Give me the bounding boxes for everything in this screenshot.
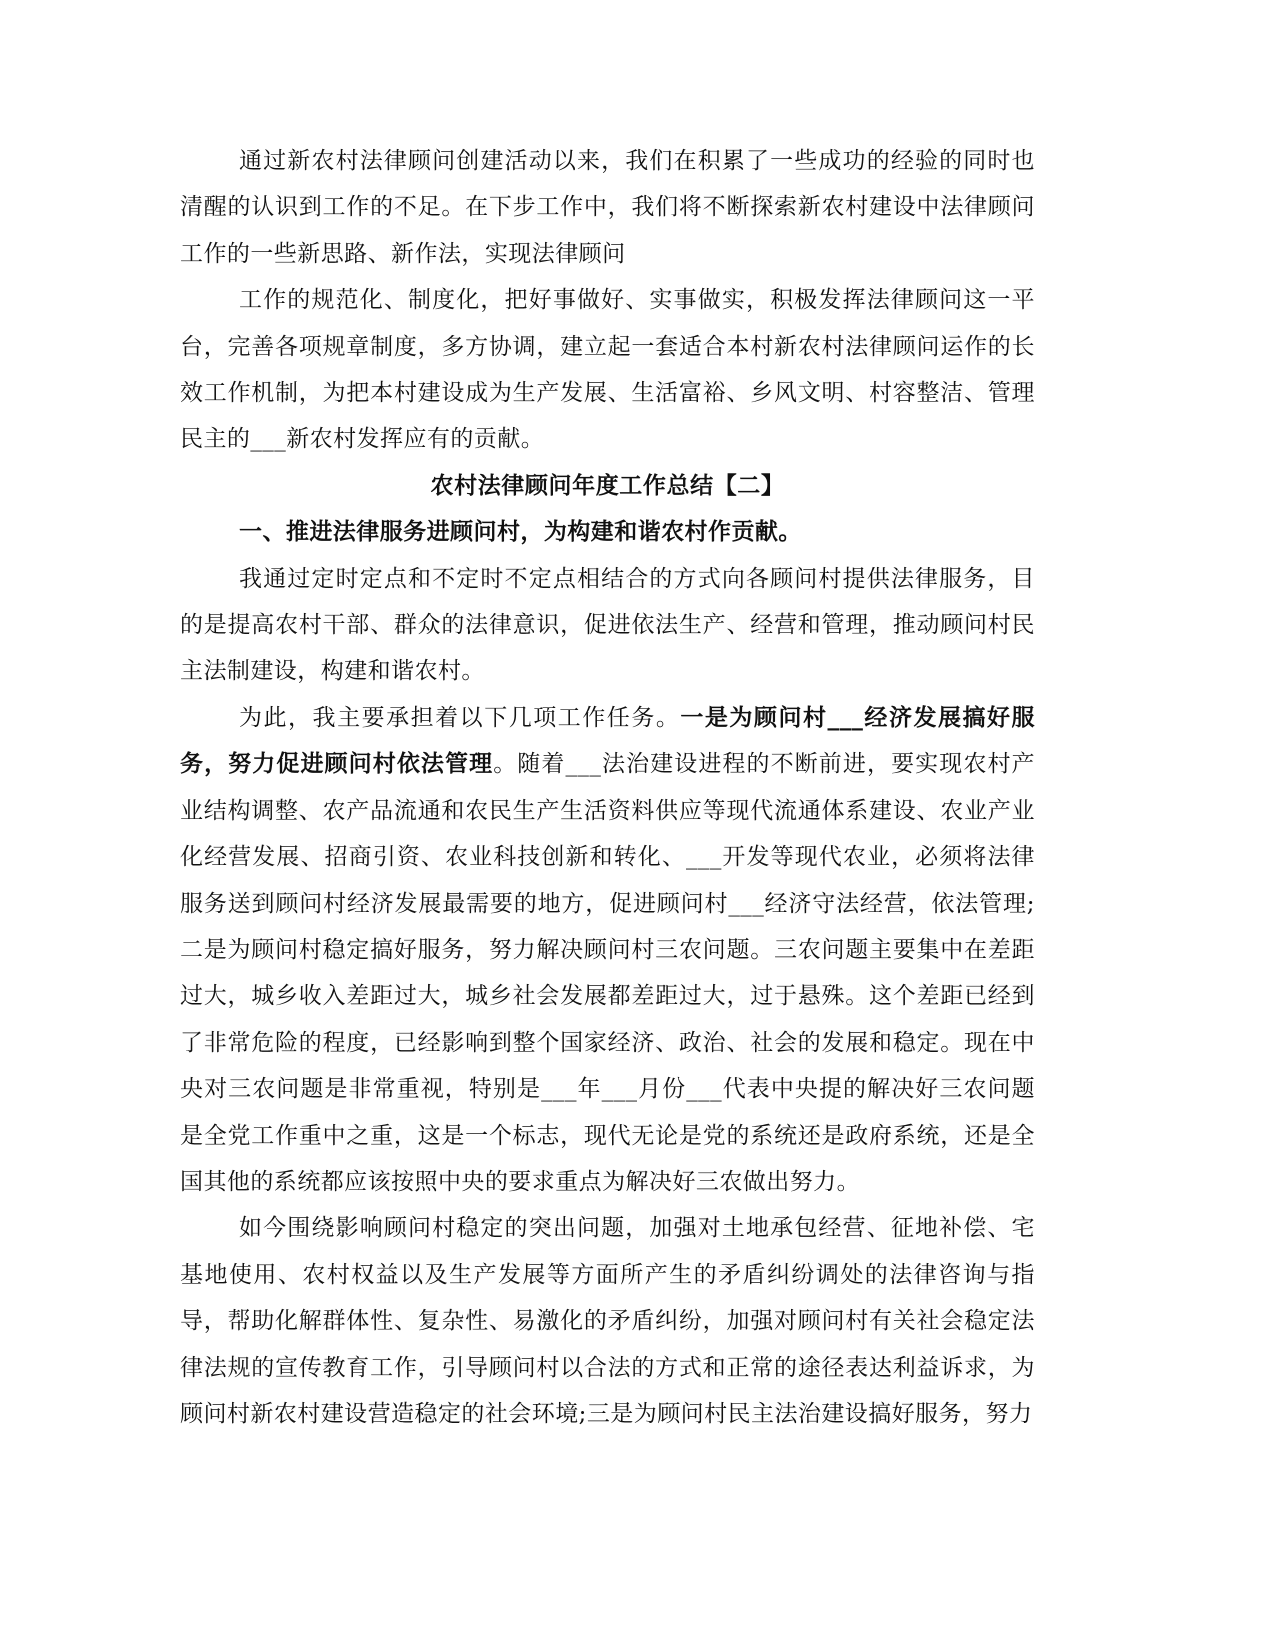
document-page [180,138,1035,1437]
paragraph-intro: 通过新农村法律顾问创建活动以来，我们在积累了一些成功的经验的同时也清醒的认识到工作的不足。在下步工作中，我们将不断探索新农村建设中法律顾问工作的一些新思路、新作法，实现法律顾问 [180,148,1035,267]
subheading-one: 一、推进法律服务进顾问村，为构建和谐农村作贡献。 [239,518,802,546]
tasks-rest-text: 。随着___法治建设进程的不断前进，要实现农村产业结构调整、农产品流通和农民生产生活资料供应等现代流通体系建设、农业产业化经营发展、招商引资、农业科技创新和转化、___开发等现代农业，必须将法律服务送到顾问村经济发展最需要的地方，促进顾问村___经济守法经营，依法管理;二是为顾问村稳定搞好服务，努力解决顾问村三农问题。三农问题主要集中在差距过大，城乡收入差距过大，城乡社会发展都差距过大，过于悬殊。这个差距已经到了非常危险的程度，已经影响到整个国家经济、政治、社会的发展和稳定。现在中央对三农问题是非常重视，特别是___年___月份___代表中央提的解决好三农问题是全党工作重中之重，这是一个标志，现代无论是党的系统还是政府系统，还是全国其他的系统都应该按照中央的要求重点为解决好三农做出努力。 [180,751,1035,1195]
paragraph-stability: 如今围绕影响顾问村稳定的突出问题，加强对土地承包经营、征地补偿、宅基地使用、农村权益以及生产发展等方面所产生的矛盾纠纷调处的法律咨询与指导，帮助化解群体性、复杂性、易激化的矛盾纠纷，加强对顾问村有关社会稳定法律法规的宣传教育工作，引导顾问村以合法的方式和正常的途径表达利益诉求，为顾问村新农村建设营造稳定的社会环境;三是为顾问村民主法治建设搞好服务，努力 [180,1215,1035,1427]
paragraph-tasks [180,695,1035,1205]
section-title: 农村法律顾问年度工作总结【二】 [430,471,785,499]
paragraph-continuation: 工作的规范化、制度化，把好事做好、实事做实，积极发挥法律顾问这一平台，完善各项规章制度，多方协调，建立起一套适合本村新农村法律顾问运作的长效工作机制，为把本村建设成为生产发展、生活富裕、乡风文明、村容整洁、管理民主的___新农村发挥应有的贡献。 [180,287,1035,453]
tasks-bold-text: 一是为顾问村___经济发展搞好服务，努力促进顾问村依法管理 [180,703,1035,778]
tasks-lead-text: 为此，我主要承担着以下几项工作任务。 [239,704,681,731]
paragraph-service-method: 我通过定时定点和不定时不定点相结合的方式向各顾问村提供法律服务，目的是提高农村干部、群众的法律意识，促进依法生产、经营和管理，推动顾问村民主法制建设，构建和谐农村。 [180,565,1035,685]
